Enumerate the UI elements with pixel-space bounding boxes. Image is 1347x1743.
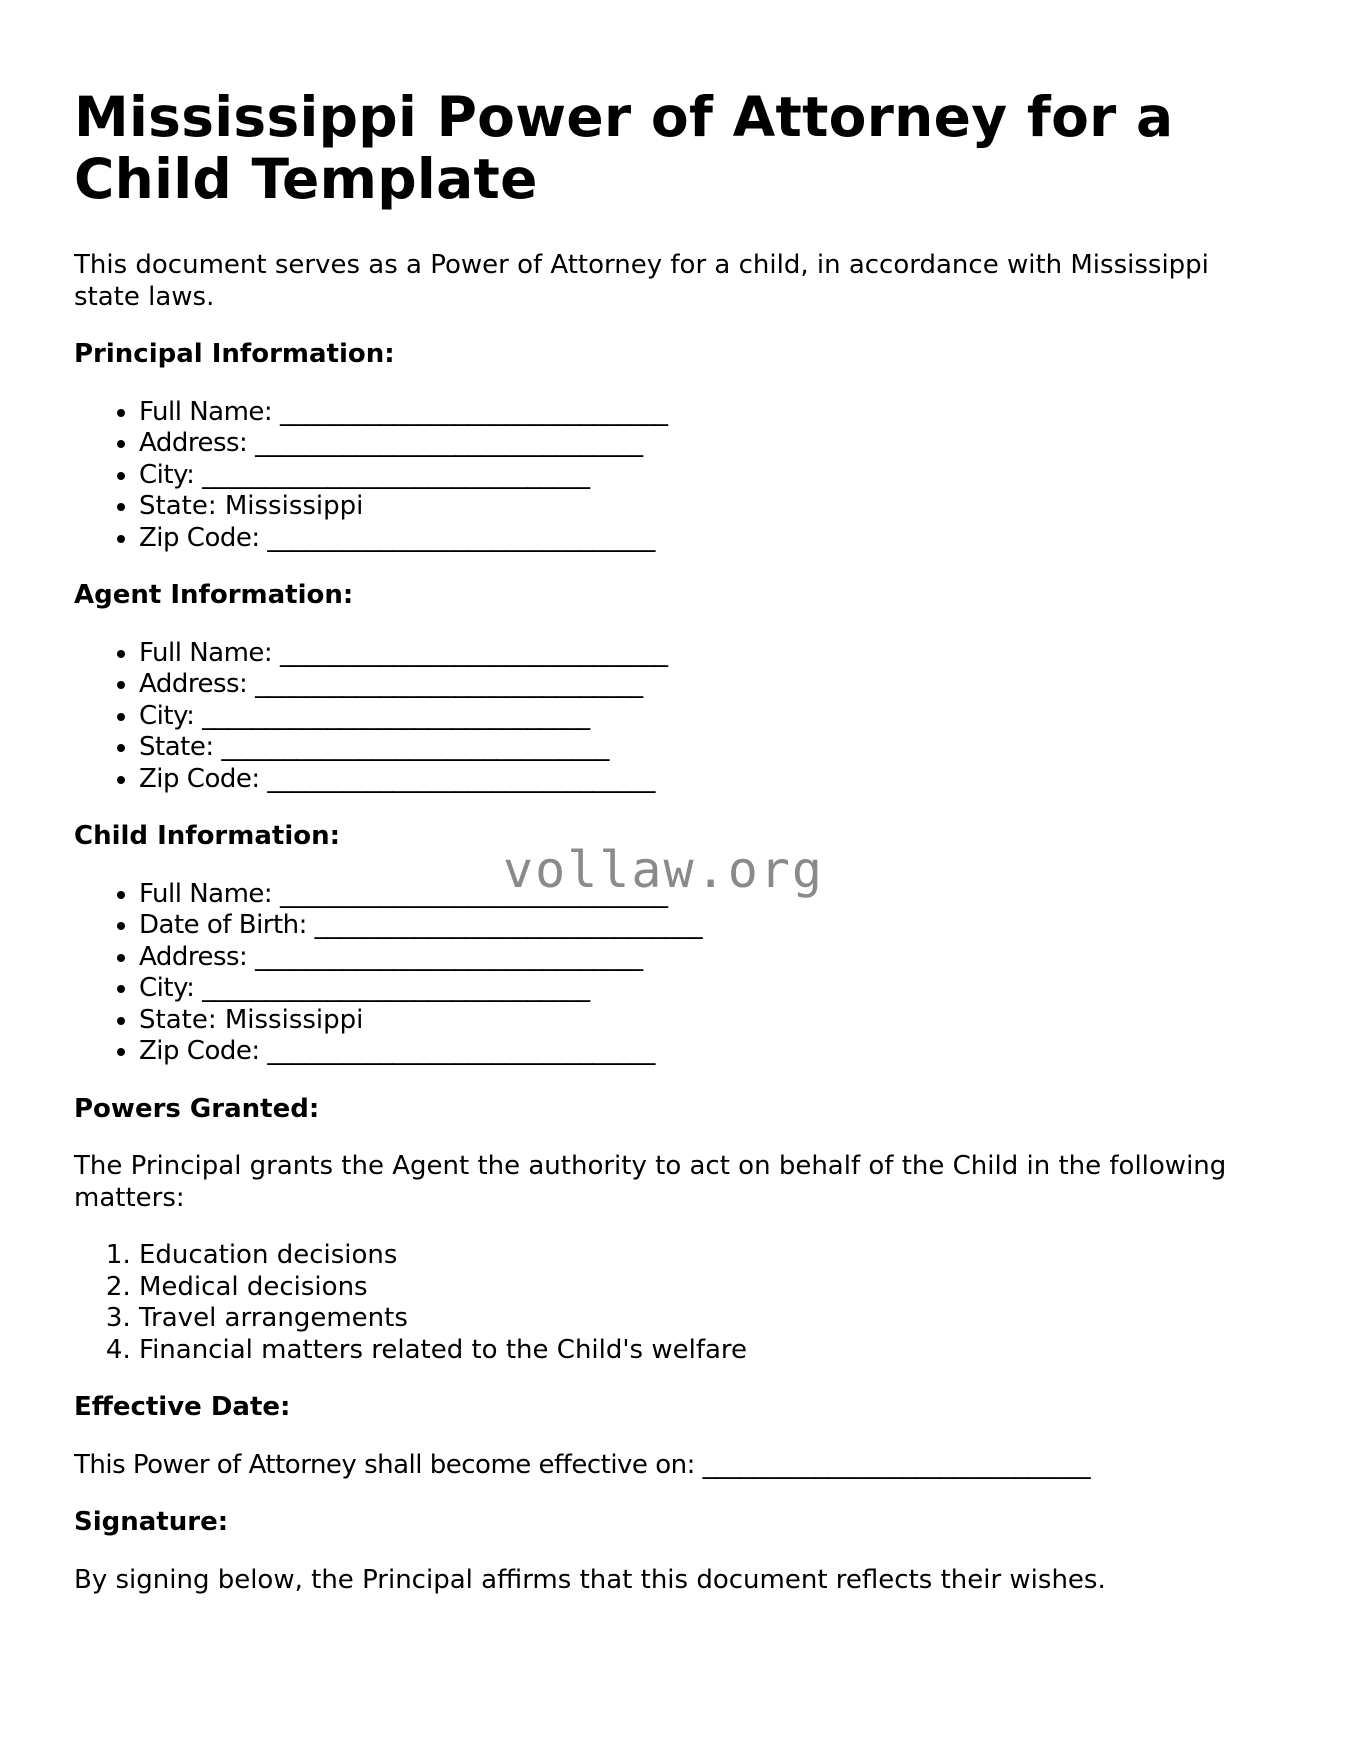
principal-list [74,397,1274,555]
principal-city-field: • City: _______________________________ [139,460,1274,492]
child-dob-field: • Date of Birth: _______________________________ [139,910,1274,942]
principal-state-field: • State: Mississippi [139,491,1274,523]
power-item: 2. Medical decisions [139,1272,1274,1304]
agent-list [74,638,1274,796]
child-state-field: • State: Mississippi [139,1005,1274,1037]
watermark: vollaw.org [503,841,825,899]
agent-zip-field: • Zip Code: _______________________________ [139,764,1274,796]
powers-heading: Powers Granted: [74,1093,320,1124]
child-list [74,879,1274,1068]
child-address-field: • Address: _______________________________ [139,942,1274,974]
powers-list [74,1240,1274,1366]
effective-heading: Effective Date: [74,1392,291,1422]
child-full-name-field: • Full Name: _______________________________ [139,879,1274,911]
child-zip-field: • Zip Code: _______________________________ [139,1036,1274,1068]
child-city-field: • City: _______________________________ [139,973,1274,1005]
agent-heading: Agent Information: [74,580,354,610]
signature-heading: Signature: [74,1507,229,1537]
signature-paragraph: By signing below, the Principal affirms that this document reflects their wishes. [74,1564,1106,1595]
child-heading: Child Information: [74,821,341,851]
powers-paragraph: The Principal grants the Agent the authority to act on behalf of the Child in the following matters: [74,1151,1227,1213]
power-item: 3. Travel arrangements [139,1303,1274,1335]
agent-full-name-field: • Full Name: _______________________________ [139,638,1274,670]
document-title: Mississippi Power of Attorney for a Child Template [74,85,1174,211]
effective-date-field: This Power of Attorney shall become effective on: _______________________________ [74,1449,1091,1480]
principal-full-name-field: • Full Name: _______________________________ [139,397,1274,429]
power-item: 1. Education decisions [139,1240,1274,1272]
power-item: 4. Financial matters related to the Child's welfare [139,1335,1274,1367]
agent-address-field: • Address: _______________________________ [139,669,1274,701]
intro-paragraph: This document serves as a Power of Attorney for a child, in accordance with Mississippi state laws. [74,250,1209,312]
agent-state-field: • State: _______________________________ [139,732,1274,764]
principal-zip-field: • Zip Code: _______________________________ [139,523,1274,555]
principal-heading: Principal Information: [74,339,395,369]
principal-address-field: • Address: _______________________________ [139,428,1274,460]
agent-city-field: • City: _______________________________ [139,701,1274,733]
